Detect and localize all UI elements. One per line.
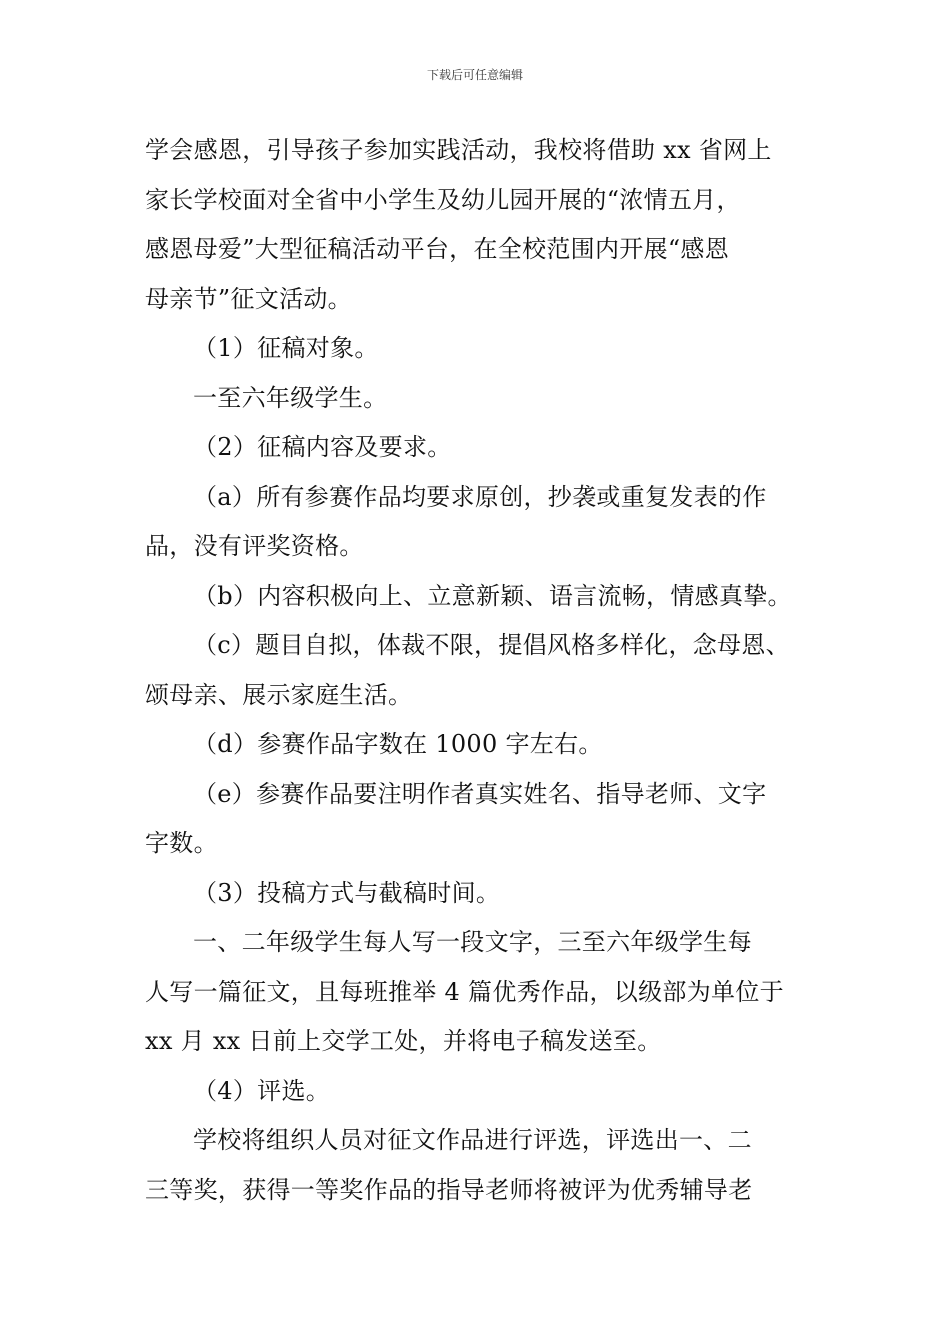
text-line: 品，没有评奖资格。 — [145, 532, 364, 560]
paragraph — [145, 423, 810, 473]
text-line: （1）征稿对象。 — [193, 334, 379, 362]
text-line: 家长学校面对全省中小学生及幼儿园开展的“浓情五月， — [145, 185, 741, 214]
page-header: 下载后可任意编辑 — [426, 68, 523, 82]
document-body — [145, 126, 810, 1215]
paragraph — [145, 869, 810, 919]
text-line: （d）参赛作品字数在 1000 字左右。 — [193, 730, 603, 758]
paragraph — [145, 720, 810, 770]
paragraph — [145, 621, 810, 720]
text-line: （3）投稿方式与截稿时间。 — [193, 878, 501, 907]
paragraph — [145, 324, 810, 374]
text-line: （c）题目自拟，体裁不限，提倡风格多样化，念母恩、 — [193, 631, 790, 659]
text-line: （2）征稿内容及要求。 — [193, 433, 452, 461]
text-line: 颂母亲、展示家庭生活。 — [145, 680, 413, 709]
paragraph — [145, 770, 810, 869]
text-line: （b）内容积极向上、立意新颖、语言流畅，情感真挚。 — [193, 581, 792, 610]
text-line: 三等奖，获得一等奖作品的指导老师将被评为优秀辅导老 — [145, 1175, 753, 1204]
paragraph — [145, 126, 810, 324]
text-line: 学校将组织人员对征文作品进行评选，评选出一、二 — [193, 1126, 752, 1154]
text-line: 一、二年级学生每人写一段文字，三至六年级学生每 — [193, 928, 752, 956]
paragraph — [145, 572, 810, 622]
paragraph — [145, 1116, 810, 1215]
text-line: 字数。 — [145, 829, 218, 857]
paragraph — [145, 918, 810, 1067]
text-line: 一至六年级学生。 — [193, 383, 388, 412]
paragraph — [145, 1067, 810, 1117]
text-line: 母亲节”征文活动。 — [145, 284, 352, 313]
text-line: xx 月 xx 日前上交学工处，并将电子稿发送至。 — [145, 1027, 662, 1055]
text-line: 感恩母爱”大型征稿活动平台，在全校范围内开展“感恩 — [145, 235, 730, 263]
paragraph — [145, 374, 810, 424]
text-line: 人写一篇征文，且每班推举 4 篇优秀作品，以级部为单位于 — [145, 977, 784, 1006]
text-line: （4）评选。 — [193, 1076, 331, 1105]
text-line: 学会感恩，引导孩子参加实践活动，我校将借助 xx 省网上 — [145, 136, 772, 164]
text-line: （e）参赛作品要注明作者真实姓名、指导老师、文字 — [193, 779, 767, 808]
text-line: （a）所有参赛作品均要求原创，抄袭或重复发表的作 — [193, 482, 767, 511]
paragraph — [145, 473, 810, 572]
